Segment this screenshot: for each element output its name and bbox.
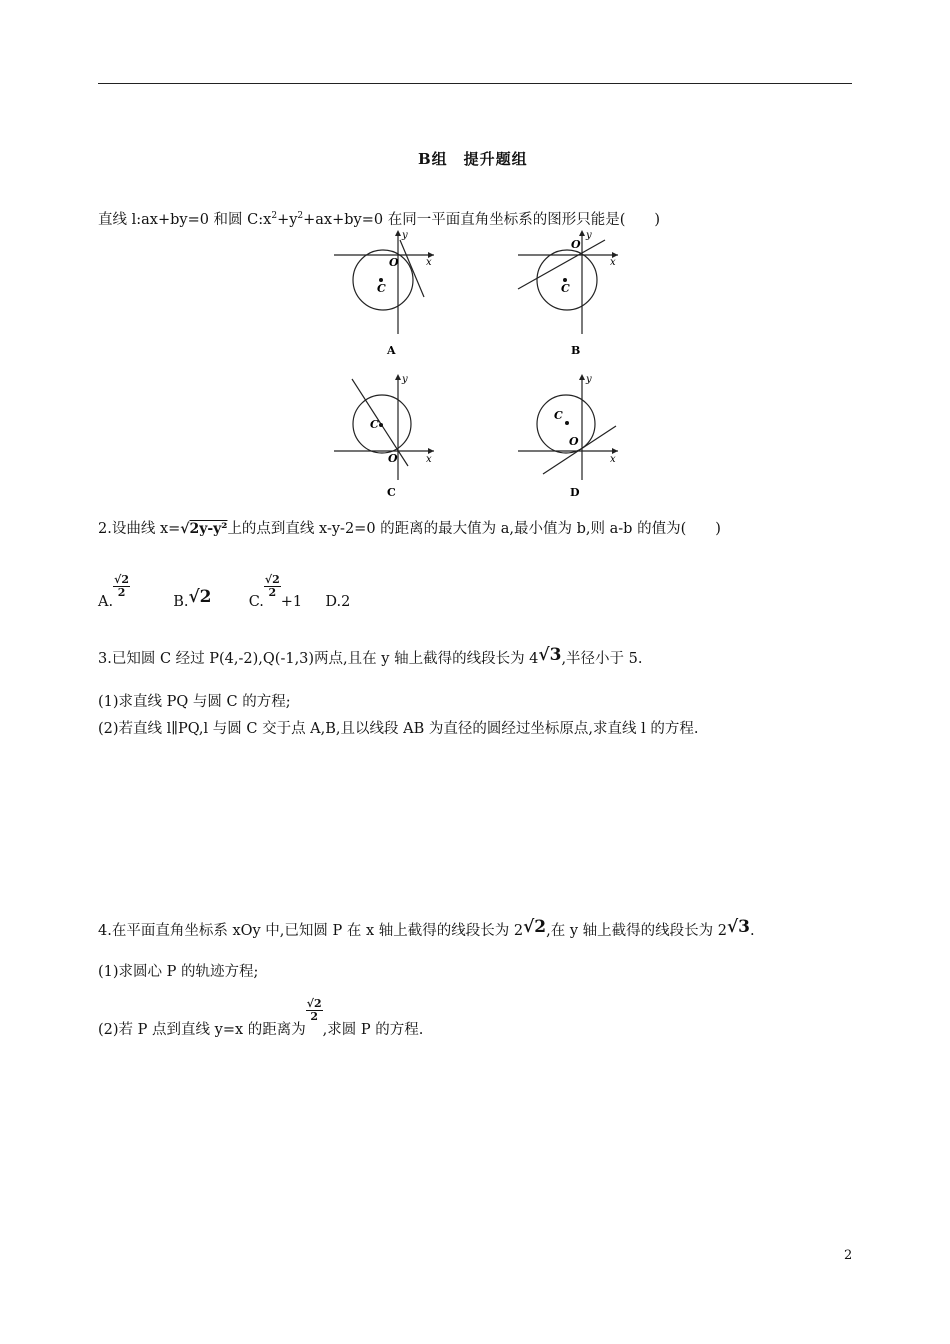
label-y: y — [586, 374, 592, 385]
option-b-label: B. — [173, 594, 189, 610]
option-d: D.2 — [325, 594, 351, 610]
q1-text-post: +ax+by=0 在同一平面直角坐标系的图形只能是( ) — [303, 211, 661, 228]
q3-sub2: (2)若直线 l∥PQ,l 与圆 C 交于点 A,B,且以线段 AB 为直径的圆经过坐标原点,求直线 l 的方程. — [98, 721, 699, 737]
q4-sub2 — [98, 998, 423, 1040]
q2-text-pre: 2.设曲线 x= — [98, 521, 181, 537]
figure-b — [514, 226, 624, 361]
label-x: x — [426, 257, 432, 268]
q2-radical: √2y-y² — [180, 521, 228, 537]
question-2 — [98, 519, 721, 539]
q1-text-mid: +y — [277, 211, 298, 228]
label-o: O — [571, 238, 581, 251]
figure-c — [330, 370, 440, 505]
option-c-tail: +1 — [280, 594, 303, 610]
center-point — [379, 423, 383, 427]
label-x: x — [610, 454, 616, 465]
option-b-value: √2 — [188, 587, 212, 607]
center-point — [565, 421, 569, 425]
q3-radical: √3 — [538, 645, 562, 665]
option-c-label: C. — [248, 594, 264, 610]
label-c: C — [554, 409, 563, 422]
label-y: y — [402, 374, 408, 385]
question-3 — [98, 645, 643, 669]
option-c-fraction: $\frac{√2}{2}$ — [264, 573, 280, 599]
q4-line1-post: . — [750, 923, 755, 939]
q2-options — [98, 574, 350, 612]
q4-line1-pre: 4.在平面直角坐标系 xOy 中,已知圆 P 在 x 轴上截得的线段长为 2 — [98, 923, 524, 939]
label-y: y — [402, 230, 408, 241]
option-a-label: A. — [98, 594, 114, 610]
label-c: C — [370, 418, 379, 431]
label-c: C — [377, 282, 386, 295]
q4-radical-1: √2 — [523, 917, 547, 937]
q1-sup2: 2 — [297, 211, 304, 221]
q4-radical-2: √3 — [727, 917, 751, 937]
figure-label: D — [570, 486, 580, 499]
figure-label: C — [387, 486, 396, 499]
q4-sub2-pre: (2)若 P 点到直线 y=x 的距离为 — [98, 1022, 306, 1038]
q4-line1-mid: ,在 y 轴上截得的线段长为 2 — [546, 923, 727, 939]
page-number: 2 — [844, 1248, 853, 1263]
header-rule — [98, 83, 852, 84]
q4-sub1: (1)求圆心 P 的轨迹方程; — [98, 964, 259, 980]
q1-text-pre: 直线 l:ax+by=0 和圆 C:x — [98, 211, 272, 228]
figure-label: A — [387, 344, 396, 357]
q3-sub1: (1)求直线 PQ 与圆 C 的方程; — [98, 694, 291, 710]
label-x: x — [426, 454, 432, 465]
q2-text-post: 上的点到直线 x-y-2=0 的距离的最大值为 a,最小值为 b,则 a-b 的值为( ) — [227, 521, 721, 537]
label-o: O — [389, 256, 399, 269]
section-title: B组 提升题组 — [418, 150, 528, 168]
label-x: x — [610, 257, 616, 268]
figure-label: B — [571, 344, 581, 357]
figure-d — [514, 370, 624, 505]
q1-sup1: 2 — [271, 211, 278, 221]
q4-fraction: $\frac{√2}{2}$ — [306, 997, 322, 1023]
question-4 — [98, 917, 755, 941]
q3-line1-pre: 3.已知圆 C 经过 P(4,-2),Q(-1,3)两点,且在 y 轴上截得的线段长为 4 — [98, 651, 539, 667]
label-o: O — [569, 435, 579, 448]
option-a-fraction: $\frac{√2}{2}$ — [114, 573, 129, 599]
q2-radicand: 2y-y² — [189, 521, 228, 537]
label-o: O — [388, 452, 398, 465]
figure-a — [330, 226, 440, 361]
label-c: C — [561, 282, 570, 295]
q3-line1-post: ,半径小于 5. — [561, 651, 643, 667]
q4-sub2-post: ,求圆 P 的方程. — [322, 1022, 424, 1038]
label-y: y — [586, 230, 592, 241]
